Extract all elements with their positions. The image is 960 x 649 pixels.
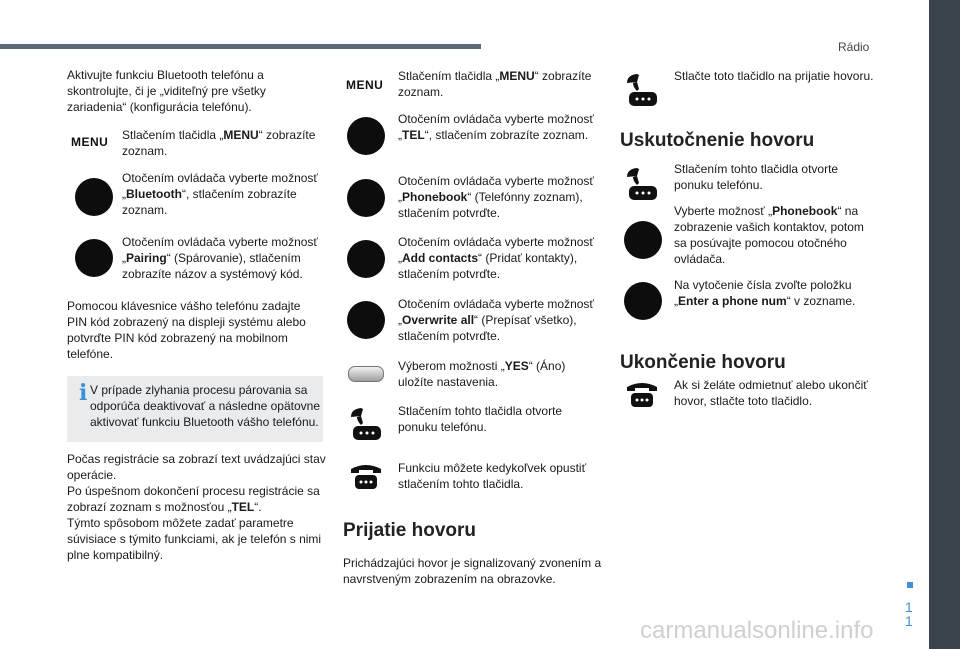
heading-receive-call: Prijatie hovoru (343, 520, 477, 541)
receive-text: Prichádzajúci hovor je signalizovaný zvonením a navrstveným zobrazením na obrazovke. (343, 556, 602, 586)
step-pairing: Otočením ovládača vyberte možnosť „Pairing“ (Spárovanie), stlačením zobrazíte názov a systémový kód. (122, 235, 318, 281)
answer-text: Stlačte toto tlačidlo na prijatie hovoru. (674, 69, 874, 83)
intro-text: Aktivujte funkciu Bluetooth telefónu a skontrolujte, či je „viditeľný pre všetky zariadenia“ (konfigurácia telefónu). (67, 68, 266, 114)
dial-icon (347, 117, 385, 155)
dial-icon (347, 240, 385, 278)
make-step-phonebook: Vyberte možnosť „Phonebook“ na zobrazenie vašich kontaktov, potom sa posúvajte pomocou otočného ovládača. (674, 204, 864, 266)
dial-icon (75, 239, 113, 277)
heading-make-call: Uskutočnenie hovoru (620, 130, 815, 151)
page-number: 1 1 (905, 599, 913, 629)
header-rule (0, 44, 481, 49)
phone-pickup-icon (625, 72, 659, 106)
pin-text: Pomocou klávesnice vášho telefónu zadajte PIN kód zobrazený na displeji systému alebo potvrďte PIN kód zobrazený na mobilnom telefóne. (67, 299, 306, 361)
section-title: Rádio (838, 40, 870, 54)
phone-pickup-icon (625, 166, 659, 200)
phone-pickup-icon (349, 406, 383, 440)
ok-button-icon (348, 366, 384, 382)
heading-end-call: Ukončenie hovoru (620, 352, 786, 373)
dial-icon (347, 179, 385, 217)
info-icon: i (79, 380, 88, 406)
phone-hangup-icon (349, 463, 383, 489)
phone-hangup-icon (625, 381, 659, 407)
dial-icon (75, 178, 113, 216)
bullet-marker (907, 582, 913, 588)
step-menu: Stlačením tlačidla „MENU“ zobrazíte zoznam. (398, 69, 592, 99)
info-box (67, 376, 323, 442)
dial-icon (624, 282, 662, 320)
make-step-open: Stlačením tohto tlačidla otvorte ponuku telefónu. (674, 162, 839, 192)
step-exit: Funkciu môžete kedykoľvek opustiť stlačením tohto tlačidla. (398, 461, 587, 491)
step-yes: Výberom možnosti „YES“ (Áno) uložíte nastavenia. (398, 359, 566, 389)
watermark: carmanualsonline.info (640, 617, 874, 644)
step-open-phone: Stlačením tohto tlačidla otvorte ponuku telefónu. (398, 404, 563, 434)
menu-button-icon: MENU (71, 135, 109, 149)
step-phonebook: Otočením ovládača vyberte možnosť „Phonebook“ (Telefónny zoznam), stlačením potvrďte. (398, 174, 594, 220)
step-menu: Stlačením tlačidla „MENU“ zobrazíte zoznam. (122, 128, 316, 158)
info-text: V prípade zlyhania procesu párovania sa odporúča deaktivovať a následne opätovne aktivovať funkciu Bluetooth vášho telefónu. (90, 383, 321, 429)
step-overwrite: Otočením ovládača vyberte možnosť „Overwrite all“ (Prepísať všetko), stlačením potvrďte. (398, 297, 594, 343)
step-tel: Otočením ovládača vyberte možnosť „TEL“, stlačením zobrazíte zoznam. (398, 112, 594, 142)
menu-button-icon: MENU (346, 78, 384, 92)
page-sidebar (929, 0, 960, 649)
registration-text: Počas registrácie sa zobrazí text uvádzajúci stav operácie. Po úspešnom dokončení procesu registrácie sa zobrazí zoznam s možnosťou „TEL“. Týmto spôsobom môžete zadať parametre súvisiace s týmito funkciami, ak je telefón s nimi plne kompatibilný. (67, 452, 326, 562)
dial-icon (347, 301, 385, 339)
make-step-enter-number: Na vytočenie čísla zvoľte položku „Enter a phone num“ v zozname. (674, 278, 856, 308)
end-call-text: Ak si želáte odmietnuť alebo ukončiť hovor, stlačte toto tlačidlo. (674, 378, 868, 408)
step-bluetooth: Otočením ovládača vyberte možnosť „Bluetooth“, stlačením zobrazíte zoznam. (122, 171, 318, 217)
dial-icon (624, 221, 662, 259)
step-add-contacts: Otočením ovládača vyberte možnosť „Add contacts“ (Pridať kontakty), stlačením potvrďte. (398, 235, 594, 281)
